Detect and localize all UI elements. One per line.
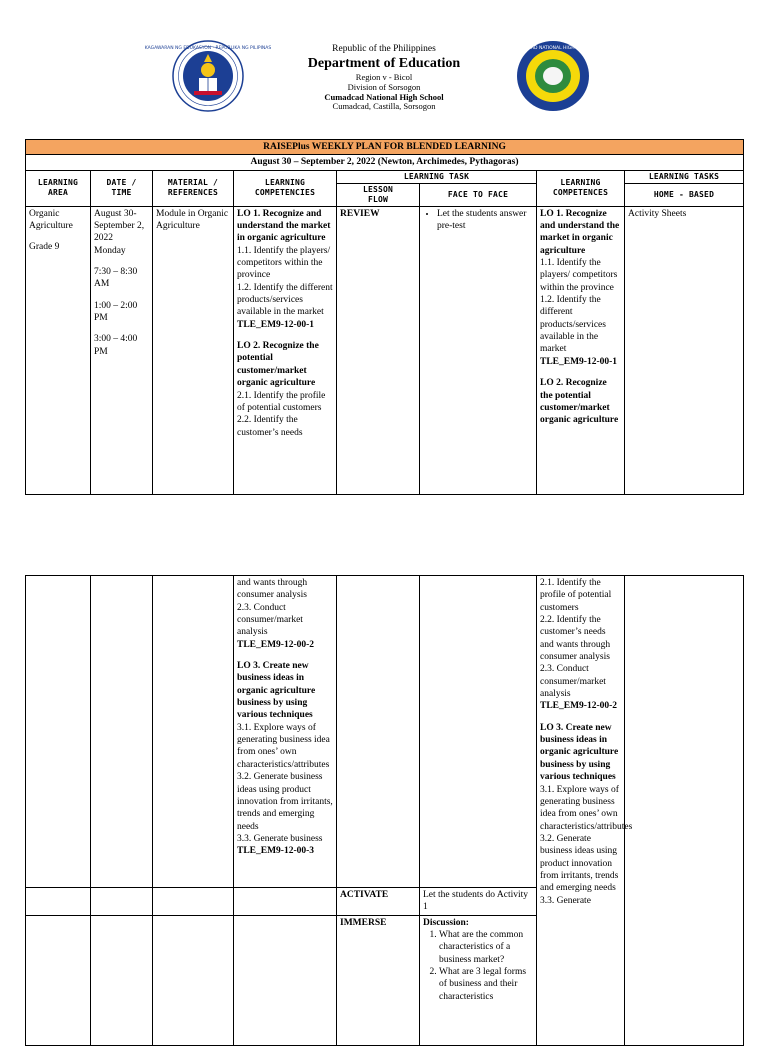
header-learning-area: LEARNING AREA bbox=[26, 170, 91, 206]
cell-empty bbox=[153, 576, 234, 888]
republic-line: Republic of the Philippines bbox=[332, 44, 436, 54]
cell-empty bbox=[153, 888, 234, 916]
region-line: Region v - Bicol bbox=[355, 72, 413, 83]
cell-empty bbox=[91, 915, 153, 1045]
cell-home-based: Activity Sheets bbox=[625, 206, 744, 494]
cell-empty bbox=[91, 576, 153, 888]
cell-empty bbox=[26, 915, 91, 1045]
letterhead bbox=[0, 0, 768, 135]
cell-empty bbox=[26, 576, 91, 888]
document-page-1 bbox=[0, 0, 768, 510]
cell-competencies: LO 1. Recognize and understand the market in organic agriculture 1.1. Identify the players/ competitors within the province 1.2. Identify the different products/services available in the market TLE_EM9-12-00-1 LO 2. Recognize the potential customer/market organic agriculture 2.1. Identify the profile of potential customers 2.2. Identify the customer’s needs bbox=[234, 206, 337, 494]
cell-competencies-cont: and wants through consumer analysis 2.3. Conduct consumer/market analysis TLE_EM9-12-00-2 LO 3. Create new business ideas in organic agriculture business by using various techniques 3.1. Explore ways of generating business idea from ones’ own characteristics/attributes 3.2. Generate business ideas using product innovation from irritants, trends and emerging needs 3.3. Generate business TLE_EM9-12-00-3 bbox=[234, 576, 337, 888]
cell-empty bbox=[625, 576, 744, 1046]
deped-seal-text: KAGAWARAN NG EDUKASYON · REPUBLIKA NG PILIPINAS bbox=[144, 46, 272, 51]
table-row bbox=[26, 206, 744, 494]
list-item: • Let the students answer pre-test bbox=[437, 208, 533, 233]
cell-empty bbox=[420, 576, 537, 888]
cell-lesson-flow-immerse: IMMERSE bbox=[337, 915, 420, 1045]
cell-learning-area: Organic Agriculture Grade 9 bbox=[26, 206, 91, 494]
cell-date-time: August 30- September 2, 2022 Monday 7:30 – 8:30 AM 1:00 – 2:00 PM 3:00 – 4:00 PM bbox=[91, 206, 153, 494]
table-row bbox=[26, 576, 744, 888]
letterhead-text bbox=[260, 44, 508, 112]
cell-empty bbox=[234, 888, 337, 916]
plan-title: RAISEPlus WEEKLY PLAN FOR BLENDED LEARNING bbox=[26, 140, 744, 155]
list-item: 1. What are the common characteristics of a business market? bbox=[439, 929, 533, 966]
cell-immerse-task: Discussion: 1. What are the common characteristics of a business market? 2. What are 3 legal forms of business and their characteristics bbox=[420, 915, 537, 1045]
header-competencies: LEARNING COMPETENCIES bbox=[234, 170, 337, 206]
header-learning-task: LEARNING TASK bbox=[337, 170, 537, 183]
cell-empty bbox=[26, 888, 91, 916]
cell-empty bbox=[153, 915, 234, 1045]
cell-empty bbox=[337, 576, 420, 888]
cell-face-to-face bbox=[420, 206, 537, 494]
list-item: 2. What are 3 legal forms of business and their characteristics bbox=[439, 966, 533, 1003]
cell-empty bbox=[91, 888, 153, 916]
header-face-to-face: FACE TO FACE bbox=[420, 183, 537, 206]
cell-competencies-2: LO 1. Recognize and understand the market in organic agriculture 1.1. Identify the players/ competitors within the province 1.2. Identify the different products/services available in the market TLE_EM9-12-00-1 LO 2. Recognize the potential customer/market organic agriculture bbox=[537, 206, 625, 494]
cell-competencies-2-cont: 2.1. Identify the profile of potential customers 2.2. Identify the customer’s needs and wants through consumer analysis 2.3. Conduct consumer/market analysis TLE_EM9-12-00-2 LO 3. Create new business ideas in organic agriculture business by using various techniques 3.1. Explore ways of generating business idea from ones’ own characteristics/attributes 3.2. Generate business ideas using product innovation from irritants, trends and emerging needs 3.3. Generate bbox=[537, 576, 625, 1046]
header-home-based: HOME - BASED bbox=[625, 183, 744, 206]
school-seal-logo bbox=[510, 40, 596, 112]
cell-lesson-flow: REVIEW bbox=[337, 206, 420, 494]
department-name: Department of Education bbox=[307, 55, 461, 71]
cell-lesson-flow-activate: ACTIVATE bbox=[337, 888, 420, 916]
cell-empty bbox=[234, 915, 337, 1045]
school-seal-text: CUMADCAD NATIONAL HIGH SCHOOL bbox=[510, 46, 596, 51]
plan-date-range: August 30 – September 2, 2022 (Newton, Archimedes, Pythagoras) bbox=[26, 155, 744, 170]
header-competencies-2: LEARNING COMPETENCES bbox=[537, 170, 625, 206]
division-line: Division of Sorsogon bbox=[347, 81, 421, 92]
header-date-time: DATE / TIME bbox=[91, 170, 153, 206]
deped-seal-logo bbox=[144, 40, 272, 112]
header-lesson-flow: LESSON FLOW bbox=[337, 183, 420, 206]
header-learning-tasks: LEARNING TASKS bbox=[625, 170, 744, 183]
document-page-2 bbox=[0, 575, 768, 1024]
weekly-plan-table bbox=[25, 139, 744, 495]
school-address: Cumadcad, Castilla, Sorsogon bbox=[332, 101, 436, 112]
header-material: MATERIAL / REFERENCES bbox=[153, 170, 234, 206]
school-name: Cumadcad National High School bbox=[324, 91, 444, 102]
weekly-plan-table-continued bbox=[25, 575, 744, 1046]
cell-material: Module in Organic Agriculture bbox=[153, 206, 234, 494]
cell-activate-task: Let the students do Activity 1 bbox=[420, 888, 537, 916]
